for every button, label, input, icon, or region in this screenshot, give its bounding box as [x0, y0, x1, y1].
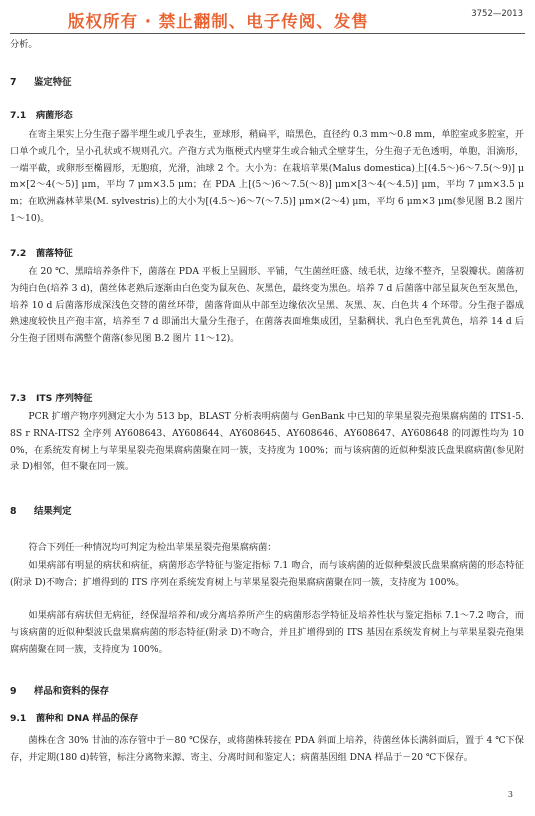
section-number: 7 — [10, 77, 17, 88]
section-9-heading — [10, 684, 524, 701]
section-7-2-heading — [10, 246, 524, 263]
section-7-2-paragraph: 在 20 ℃、黑暗培养条件下，菌落在 PDA 平板上呈圆形、平铺，气生菌丝旺盛、绒毛状，边缘不整齐，呈裂瓣状。菌落初为纯白色(培养 3 d)，菌丝体老熟后逐渐由白色变为鼠灰色、灰黑色，最终变为黑色。培养 7 d 后菌落中部呈鼠灰色至灰黑色，培养 10 d 后菌落形成深浅色交替的菌丝环带，菌落背面从中部至边缘依次呈黑、灰黑、灰、白色共 4 个环带。分生孢子器成熟速度较快且产孢丰富，培养至 7 d 即涌出大量分生孢子，在菌落表面堆集成团，呈黏稠状、乳白色至乳黄色，培养 14 d 后分生孢子团则布满整个菌落(参见图 B.2 图片 11～12)。 — [10, 266, 524, 345]
section-7-3-heading — [10, 391, 524, 408]
lead-text: 分析。 — [10, 39, 38, 50]
section-number: 9 — [10, 686, 17, 697]
section-number: 7.3 — [10, 393, 27, 404]
section-8-heading — [10, 504, 524, 521]
section-title: 菌种和 DNA 样品的保存 — [36, 713, 139, 724]
section-number: 9.1 — [10, 713, 27, 724]
watermark-text: 版权所有 · 禁止翻制、电子传阅、发售 — [68, 12, 369, 31]
section-number: 7.2 — [10, 248, 27, 259]
section-number: 8 — [10, 506, 17, 517]
section-title: 菌落特征 — [36, 248, 73, 259]
section-7-3-paragraph: PCR 扩增产物序列测定大小为 513 bp，BLAST 分析表明病菌与 GenBank 中已知的苹果星裂壳孢果腐病菌的 ITS1-5.8S r RNA-ITS2 全序列 AY608643、AY608644、AY608645、AY608646、AY608647、AY608648 的同源性均为 100%，在系统发育树上与苹果星裂壳孢果腐病菌聚在同一簇，支持度为 100%；而与该病菌的近似种梨波氏盘果腐病菌(参见附录 D)相邻，但不聚在同一簇。 — [10, 411, 524, 473]
section-title: 鉴定特征 — [34, 77, 72, 88]
header-rule — [10, 33, 525, 34]
section-7-1-heading — [10, 108, 524, 125]
section-7-heading — [10, 75, 524, 92]
section-8-paragraph-1: 符合下列任一种情况均可判定为检出苹果星裂壳孢果腐病菌： — [28, 542, 277, 553]
section-8-paragraph-2: 如果病部有明显的病状和病征，病菌形态学特征与鉴定指标 7.1 吻合，而与该病菌的近似种梨波氏盘果腐病菌的形态特征(附录 D)不吻合；扩增得到的 ITS 序列在系统发育树上与苹果星裂壳孢果腐病菌聚在同一簇，支持度为 100%。 — [10, 560, 524, 588]
section-title: ITS 序列特征 — [36, 393, 93, 404]
section-9-1-paragraph: 菌株在含 30% 甘油的冻存管中于－80 ℃保存，或将菌株转接在 PDA 斜面上培养，待菌丝体长满斜面后，置于 4 ℃下保存，并定期(180 d)转管，标注分离物来源、寄主、分离时间和鉴定人；病菌基因组 DNA 样品于－20 ℃下保存。 — [10, 735, 524, 763]
standard-code: 3752—2013 — [471, 9, 523, 19]
section-title: 结果判定 — [34, 506, 72, 517]
section-title: 病菌形态 — [36, 110, 73, 121]
section-title: 样品和资料的保存 — [34, 686, 110, 697]
section-8-paragraph-3: 如果病部有病状但无病征，经保湿培养和/或分离培养所产生的病菌形态学特征及培养性状与鉴定指标 7.1～7.2 吻合，而与该病菌的近似种梨波氏盘果腐病菌的形态特征(附录 D)不吻合，并且扩增得到的 ITS 基因在系统发育树上与苹果星裂壳孢果腐病菌聚在同一簇，支持度为 100%。 — [10, 610, 524, 655]
section-7-1-paragraph: 在寄主果实上分生孢子器半埋生或几乎表生，亚球形，稍扁平，暗黑色，直径约 0.3 mm～0.8 mm，单腔室或多腔室，开口单个或几个，呈小孔状或不规则孔穴。产孢方式为瓶梗式内壁芽生或合轴式全壁芽生，分生孢子无色透明，单胞，泪滴形，一端平截，或卵形至椭圆形，无胞痕，光滑，油球 2 个。大小为：在栽培苹果(Malus domestica)上[(4.5～)6～7.5(～9)] μm×[2～4(～5)] μm，平均 7 μm×3.5 μm；在 PDA 上[(5～)6～7.5(～8)] μm×[3～4(～4.5)] μm，平均 7 μm×3.5 μm；在欧洲森林苹果(M. sylvestris)上的大小为[(4.5～)6～7(～7.5)] μm×(2～4) μm，平均 6 μm×3 μm(参见图 B.2 图片 1～10)。 — [10, 129, 524, 224]
page-number: 3 — [507, 790, 513, 799]
section-9-1-heading — [10, 711, 524, 728]
section-number: 7.1 — [10, 110, 27, 121]
